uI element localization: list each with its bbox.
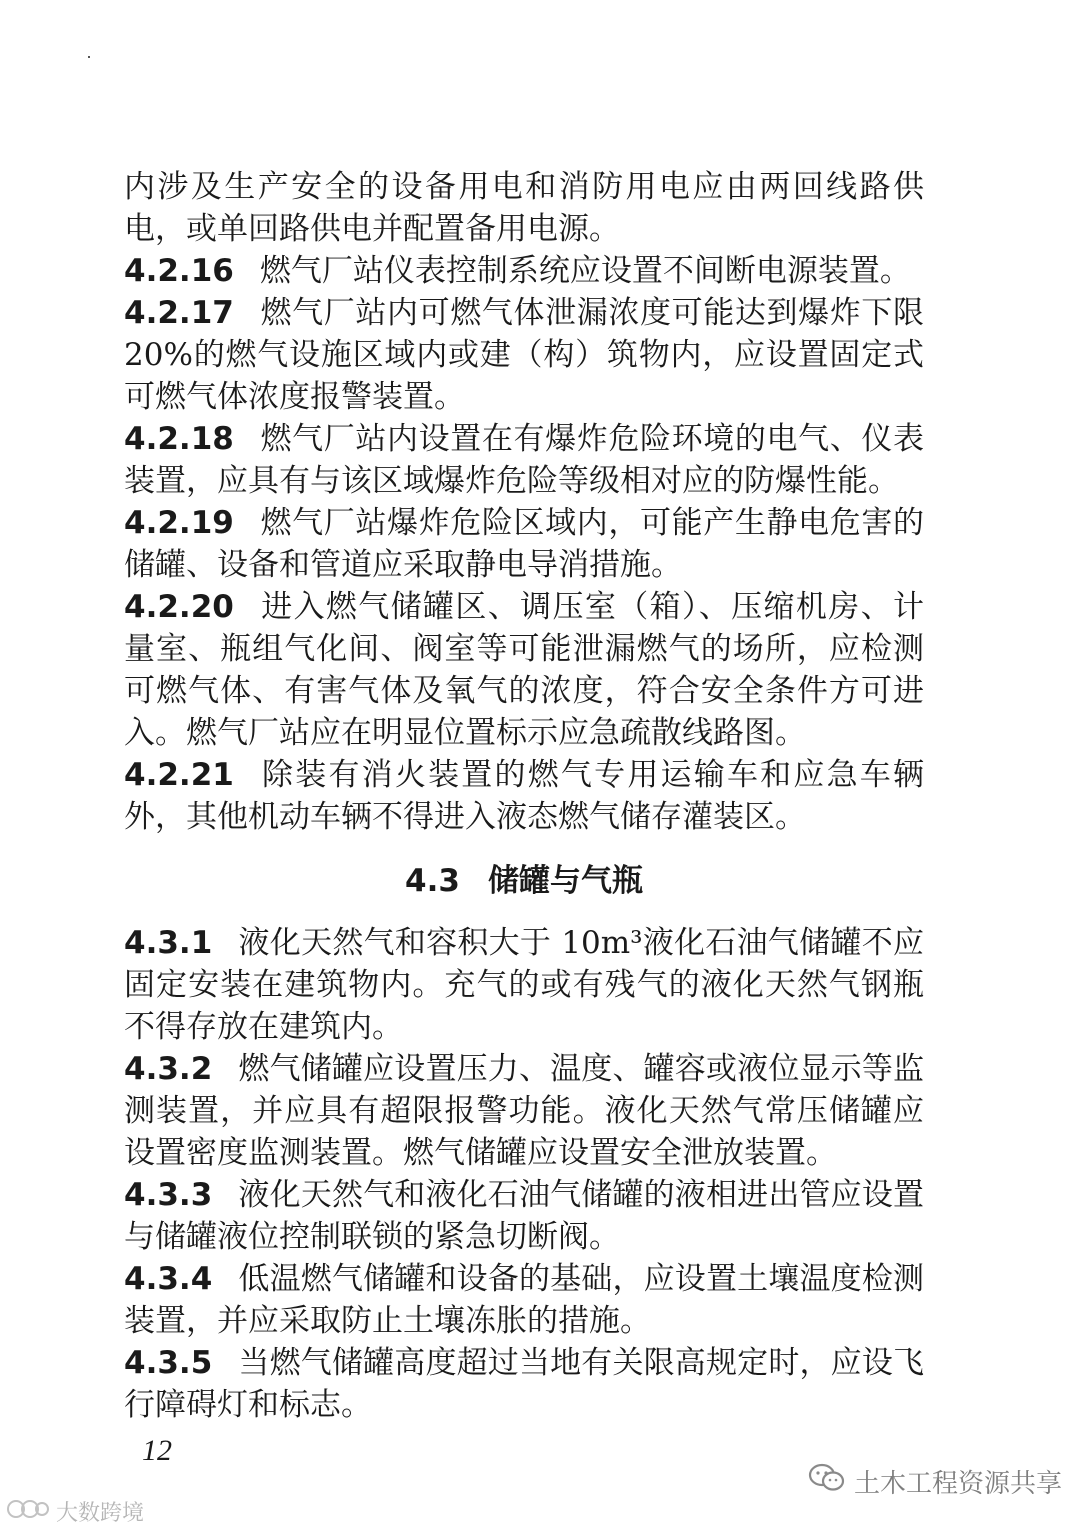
paragraph-continuation [124, 166, 924, 250]
clause-4-2-17 [124, 292, 924, 418]
clause-number: 4.2.18 [124, 421, 234, 457]
clause-4-3-1 [124, 922, 924, 1048]
clause-4-2-21 [124, 754, 924, 838]
clause-number: 4.3.1 [124, 925, 213, 961]
paragraph-text: 内涉及生产安全的设备用电和消防用电应由两回线路供电，或单回路供电并配置备用电源。 [124, 169, 924, 247]
clause-4-3-2 [124, 1048, 924, 1174]
clause-text: 燃气厂站内可燃气体泄漏浓度可能达到爆炸下限 20%的燃气设施区域内或建（构）筑物内，应设置固定式可燃气体浓度报警装置。 [124, 295, 924, 415]
wechat-icon [808, 1462, 846, 1501]
clause-text: 液化天然气和容积大于 10m³液化石油气储罐不应固定安装在建筑物内。充气的或有残气的液化天然气钢瓶不得存放在建筑内。 [124, 925, 924, 1045]
clause-text: 燃气储罐应设置压力、温度、罐容或液位显示等监测装置，并应具有超限报警功能。液化天然气常压储罐应设置密度监测装置。燃气储罐应设置安全泄放装置。 [124, 1051, 924, 1171]
clause-number: 4.2.16 [124, 253, 234, 289]
scan-speck [88, 56, 90, 58]
clause-text: 当燃气储罐高度超过当地有关限高规定时，应设飞行障碍灯和标志。 [124, 1345, 924, 1423]
clause-text: 低温燃气储罐和设备的基础，应设置土壤温度检测装置，并应采取防止土壤冻胀的措施。 [124, 1261, 924, 1339]
logo-icon [6, 1497, 50, 1527]
section-heading [124, 860, 924, 902]
clause-4-2-16 [124, 250, 924, 292]
clause-text: 燃气厂站爆炸危险区域内，可能产生静电危害的储罐、设备和管道应采取静电导消措施。 [124, 505, 924, 583]
clause-text: 燃气厂站内设置在有爆炸危险环境的电气、仪表装置，应具有与该区域爆炸危险等级相对应的防爆性能。 [124, 421, 924, 499]
page-body [124, 166, 924, 1426]
watermark-right [808, 1462, 1062, 1501]
clause-text: 燃气厂站仪表控制系统应设置不间断电源装置。 [259, 253, 911, 289]
clause-4-3-4 [124, 1258, 924, 1342]
clause-4-3-3 [124, 1174, 924, 1258]
clause-text: 除装有消火装置的燃气专用运输车和应急车辆外，其他机动车辆不得进入液态燃气储存灌装区。 [124, 757, 924, 835]
clause-4-2-18 [124, 418, 924, 502]
clause-number: 4.2.17 [124, 295, 234, 331]
clause-number: 4.2.19 [124, 505, 234, 541]
clause-4-2-20 [124, 586, 924, 754]
clause-number: 4.2.21 [124, 757, 234, 793]
watermark-left [6, 1496, 144, 1527]
clause-4-3-5 [124, 1342, 924, 1426]
clause-number: 4.2.20 [124, 589, 234, 625]
clause-4-2-19 [124, 502, 924, 586]
watermark-right-text: 土木工程资源共享 [853, 1469, 1062, 1499]
clause-text: 进入燃气储罐区、调压室（箱）、压缩机房、计量室、瓶组气化间、阀室等可能泄漏燃气的场所，应检测可燃气体、有害气体及氧气的浓度，符合安全条件方可进入。燃气厂站应在明显位置标示应急疏散线路图。 [124, 589, 924, 751]
clause-number: 4.3.2 [124, 1051, 213, 1087]
clause-number: 4.3.5 [124, 1345, 213, 1381]
section-number: 4.3 [405, 863, 460, 899]
watermark-left-text: 大数跨境 [56, 1501, 145, 1526]
clause-number: 4.3.4 [124, 1261, 213, 1297]
clause-text: 液化天然气和液化石油气储罐的液相进出管应设置与储罐液位控制联锁的紧急切断阀。 [124, 1177, 924, 1255]
section-title: 储罐与气瓶 [487, 863, 643, 899]
page-number: 12 [142, 1434, 172, 1467]
clause-number: 4.3.3 [124, 1177, 213, 1213]
